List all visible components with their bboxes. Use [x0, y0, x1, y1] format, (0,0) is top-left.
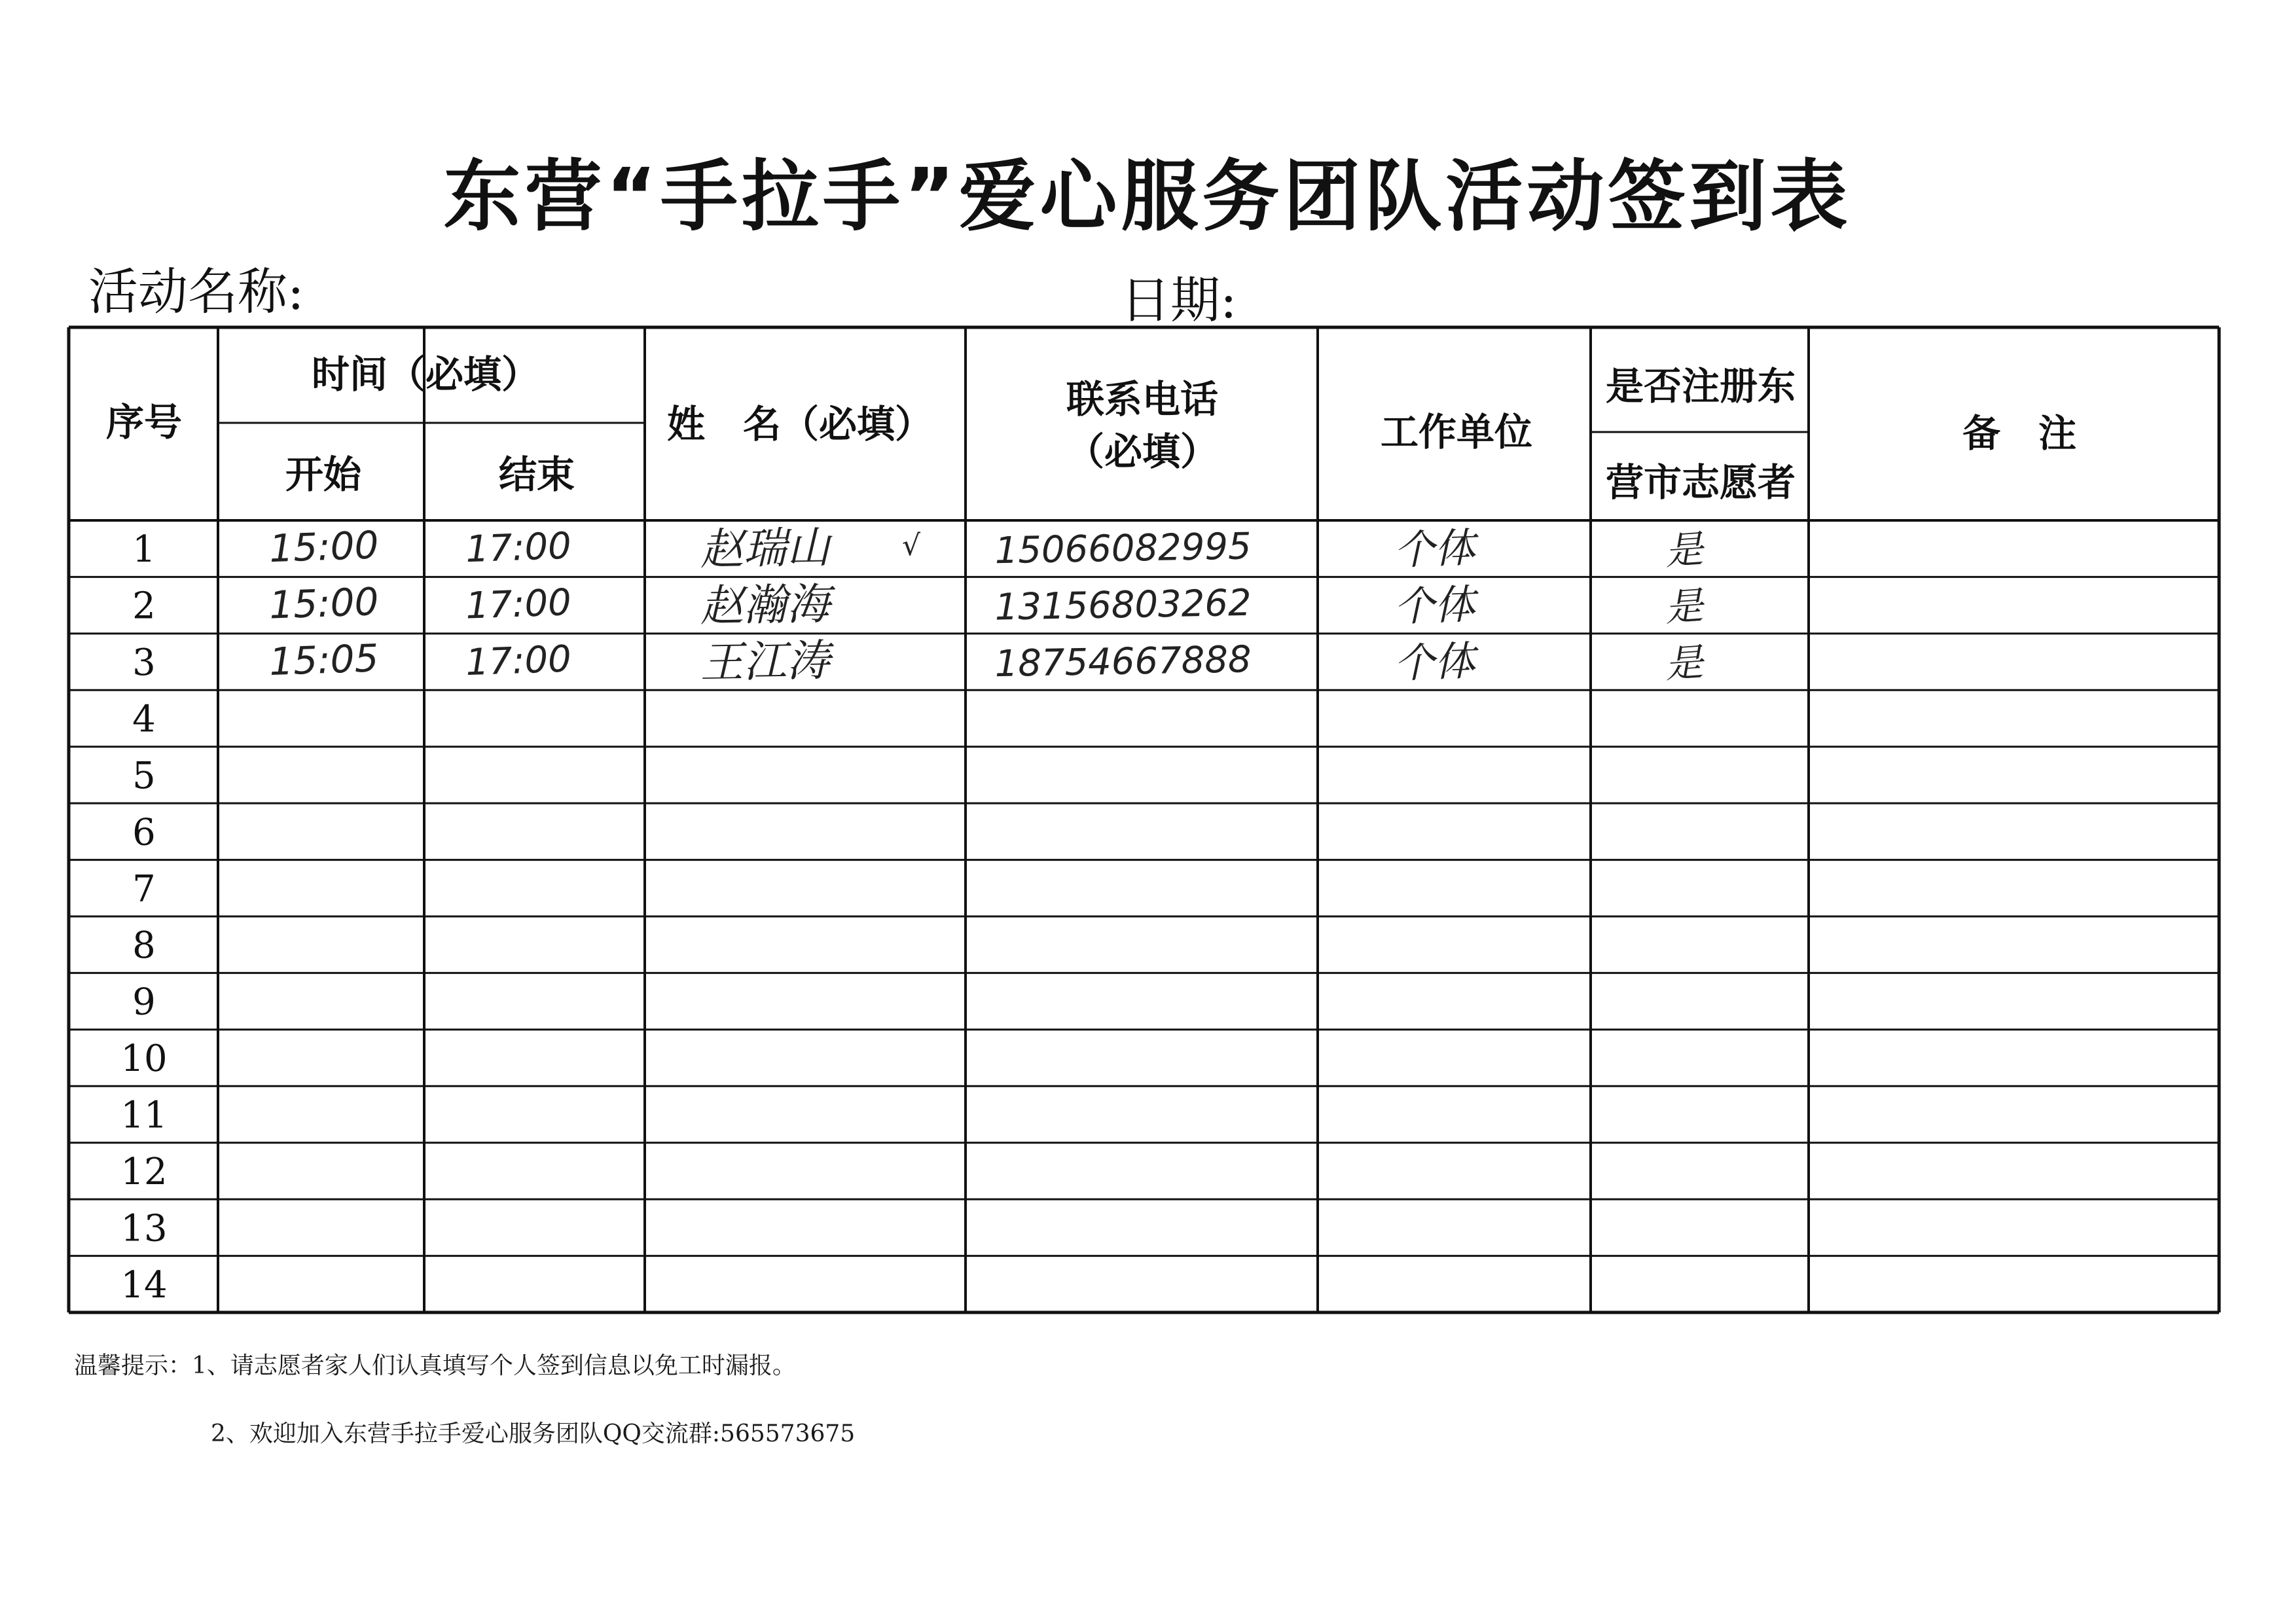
entry-end-time: 17:00 [465, 581, 572, 628]
entry-work-unit: 个体 [1392, 636, 1476, 688]
entry-registered: 是 [1663, 583, 1705, 630]
header-registered-line2: 营市志愿者 [1605, 460, 1796, 505]
entry-work-unit: 个体 [1392, 523, 1476, 575]
handwritten-entries [268, 522, 1707, 688]
note-line-2: 2、欢迎加入东营手拉手爱心服务团队QQ交流群:565573675 [211, 1420, 856, 1447]
header-phone-line1: 联系电话 [1066, 377, 1219, 422]
entry-start-time: 15:05 [268, 636, 380, 685]
entry-work-unit: 个体 [1392, 580, 1476, 631]
row-number: 8 [132, 924, 156, 967]
header-remarks: 备 注 [1962, 411, 2077, 456]
row-number: 12 [120, 1150, 168, 1193]
entry-name: 赵瑞山 [699, 522, 831, 575]
row-number: 13 [120, 1207, 168, 1250]
entry-start-time: 15:00 [268, 522, 380, 571]
row-number: 7 [132, 867, 156, 911]
header-name: 姓 名（必填） [666, 402, 933, 446]
form-title: 东营“手拉手”爱心服务团队活动签到表 [443, 151, 1852, 242]
entry-phone: 13156803262 [994, 581, 1252, 629]
table-grid [69, 327, 2219, 1312]
row-number: 9 [132, 981, 156, 1024]
row-number: 2 [132, 585, 156, 628]
entry-phone: 18754667888 [994, 638, 1252, 686]
entry-name: 王江涛 [699, 635, 831, 689]
date-label: 日期: [1121, 271, 1237, 329]
header-seq: 序号 [105, 400, 183, 444]
header-phone-line2: （必填） [1066, 429, 1219, 474]
row-number: 14 [120, 1263, 168, 1307]
activity-name-label: 活动名称: [88, 262, 304, 321]
entry-start-time: 15:00 [268, 579, 380, 628]
row-number: 4 [132, 698, 156, 741]
row-number: 3 [132, 641, 156, 685]
row-number: 11 [120, 1094, 168, 1137]
row-number: 1 [132, 528, 156, 571]
entry-check-mark: √ [902, 529, 921, 563]
entry-registered: 是 [1663, 526, 1705, 574]
header-start: 开始 [285, 452, 362, 497]
header-time: 时间（必填） [311, 352, 540, 397]
entry-registered: 是 [1663, 640, 1705, 687]
row-number: 10 [120, 1038, 168, 1081]
header-end: 结束 [498, 452, 575, 497]
entry-name: 赵瀚海 [699, 579, 831, 632]
row-number: 6 [132, 811, 156, 854]
note-line-1: 温馨提示：1、请志愿者家人们认真填写个人签到信息以免工时漏报。 [74, 1352, 796, 1379]
entry-phone: 15066082995 [994, 525, 1252, 573]
header-work-unit: 工作单位 [1380, 410, 1533, 454]
entry-end-time: 17:00 [465, 638, 572, 685]
row-number: 5 [132, 754, 156, 797]
header-registered-line1: 是否注册东 [1605, 364, 1796, 408]
entry-end-time: 17:00 [465, 524, 572, 571]
